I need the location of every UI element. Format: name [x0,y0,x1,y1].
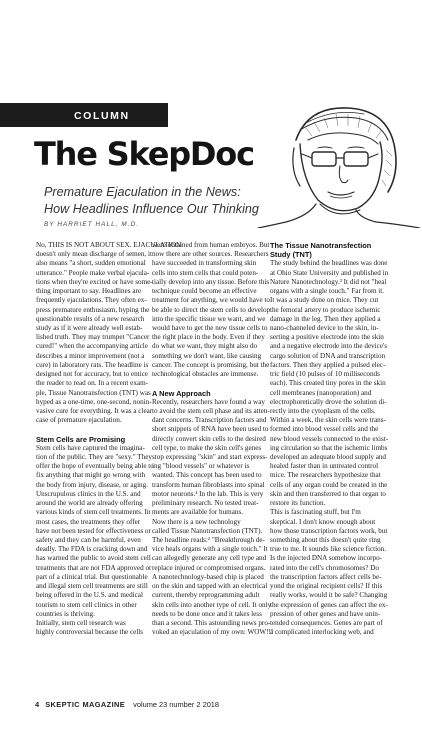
body-text-line: new blood vessels connected to the exist- [270,434,389,443]
body-text-line: the body from injury, disease, or aging. [36,480,148,489]
body-text-line: current, thereby reprogramming adult [152,591,260,600]
body-text-line: have succeeded in transforming skin [152,259,257,268]
body-text-line: to avoid the stem cell phase and its atten- [152,406,270,415]
body-text-line: Now there is a new technology [152,517,241,526]
body-text-line: Within a week, the skin cells were trans- [270,416,386,425]
body-text-line: stop expressing "skin" and start express- [152,453,268,462]
body-text-line: Initially, stem cell research was [36,618,126,627]
body-text-line: were obtained from human embryos. But [152,241,270,249]
body-text-line: be able to direct the stem cells to develop [152,305,271,314]
body-text-line: preliminary research. No tested treat- [152,499,259,508]
body-text-line: safety and they can be harmful, even [36,536,141,544]
body-text-line: directly convert skin cells to the desired [152,434,266,443]
body-text-line: called Tissue Nanotransfection (TNT). [152,526,263,535]
body-text-line: also means "a short, sudden emotional [36,259,146,268]
byline: BY HARRIET HALL, M.D. [44,221,140,228]
body-text-line: healed faster than in untreated control [270,462,379,471]
body-text-line: The headline reads:² "Breakthrough de- [152,536,265,544]
body-text-line: tended consequences. Genes are part of [270,618,383,627]
body-text-line: fix anything that might go wrong with [36,471,146,480]
body-text-line: would have to get the new tissue cells to [152,323,268,332]
body-text-line: dant concerns. Transcription factors and [152,416,267,425]
body-text-line: needs to be done once and it takes less [152,609,262,618]
body-text-line: damage in the leg. Then they applied a [270,314,381,323]
body-text-line: designed not for accuracy, but to entice [36,370,148,379]
body-text-line: formed into blood vessel cells and the [270,425,379,434]
body-text-line: ing circulation so that the ischemic limbs [270,443,388,452]
body-text-line: the transcription factors affect cells be- [270,572,382,581]
body-text-line: hyped as a one-time, one-second, nonin- [36,397,152,406]
article-subtitle [44,184,274,218]
body-text-line: Recently, researchers have found a way [152,397,265,406]
body-text-line: ing "blood vessels" or whatever is [152,462,250,471]
body-text-line: short snippets of RNA have been used to [152,425,269,434]
body-text-line: on the skin and tapped with an electrical [152,582,268,591]
body-text-line: mice. The researchers hypothesize that [270,471,381,480]
body-text-line: developed an adequate blood supply and [270,453,387,462]
body-text-line: technique could become an effective [152,287,257,296]
body-text-line: deadly. The FDA is cracking down and [36,545,148,554]
body-text-line: vasive cure for everything. It was a clear [36,406,153,415]
body-text-line: electrophoretically drove the solution di- [270,397,387,406]
body-text-line: Is the injected DNA somehow incorpo- [270,554,383,563]
body-text-line: No, THIS IS NOT ABOUT SEX. EJACULATION [36,241,182,249]
body-text-line: do what we want, they might also do [152,342,258,351]
page-footer [35,700,219,709]
body-text-line: tourism to stem cell clinics in other [36,600,137,609]
article-column-3 [270,241,388,637]
column-label: COLUMN [74,110,130,122]
body-text-line: the reader to read on. In a recent exam- [36,379,149,388]
body-text-line: treatment for anything, we would have to [152,296,270,305]
body-text-line: yond the original recipient cells? If this [270,582,383,591]
author-portrait-sketch [256,100,420,228]
body-text-line: motor neurons.¹ In the lab. This is very [152,489,264,498]
section-heading: Study (TNT) [270,250,312,260]
body-text-line: pression of other genes and have unin- [270,609,381,618]
body-text-line: cell membranes (nanoporation) and [270,388,372,397]
body-text-line: Unscrupulous clinics in the U.S. and [36,489,141,498]
body-text-line: the femoral artery to produce ischemic [270,305,381,314]
body-text-line: Nature Nanotechnology.³ It did not "heal [270,277,387,286]
body-text-line: how those transcription factors work, but [270,526,388,535]
body-text-line: true to me. It sounds like science fiction. [270,545,387,554]
body-text-line: skeptical. I don't know enough about [270,517,376,526]
body-text-line: cargo solution of DNA and transcription [270,351,386,360]
body-text-line: replace injured or compromised organs. [152,563,266,572]
body-text-line: nano-channeled device to the skin, in- [270,323,379,332]
magazine-name: SKEPTIC MAGAZINE [45,700,126,709]
body-text-line: technological obstacles are immense. [152,370,259,379]
body-text-line: can allegedly generate any cell type and [152,554,267,563]
body-text-line: now there are other sources. Researchers [152,250,269,259]
body-text-line: cancer. The concept is promising, but the [152,360,270,369]
body-text-line: something we don't want, like causing [152,351,262,360]
body-text-line: has warned the public to avoid stem cell [36,554,151,563]
body-text-line: being offered in the U.S. and medical [36,591,143,600]
body-text-line: something about this doesn't quite ring [270,536,381,544]
body-text-line: into the specific tissue we want, and we [152,314,266,323]
body-text-line: highly controversial because the cells [36,628,144,637]
body-text-line: rated into the cell's chromosomes? Do [270,563,379,572]
body-text-line: organs with a single touch." Far from it. [270,287,385,296]
body-text-line: and illegal stem cell treatments are still [36,582,148,591]
body-text-line: It was a study done on mice. They cut [270,296,379,305]
body-text-line: skin and then transferred to that organ to [270,489,386,498]
body-text-line: the expression of genes can affect the ex- [270,600,388,609]
body-text-line: rectly into the cytoplasm of the cells. [270,406,376,415]
issue-info: volume 23 number 2 2018 [133,700,220,709]
page-title: The SkepDoc [34,135,254,173]
article-column-2 [152,241,273,637]
body-text-line: cells into stem cells that could poten- [152,268,259,277]
body-text-line: Stem cells have captured the imagina- [36,443,145,452]
body-text-line: frequently ejaculations. They often ex- [36,296,147,305]
body-text-line: press premature enthusiasm, hyping the [36,305,150,314]
body-text-line: tions when they're excited or have some- [36,277,153,286]
body-text-line: at Ohio State University and published in [270,268,389,277]
body-text-line: questionable results of a new research [36,314,145,323]
subtitle-line: How Headlines Influence Our Thinking [44,202,259,216]
body-text-line: really works, would it be safe? Changing [270,591,388,600]
body-text-line: treatments that are not FDA approved or [36,563,152,572]
body-text-line: each). This created tiny pores in the skin [270,379,386,388]
body-text-line: cell type, to make the skin cell's genes [152,443,262,452]
body-text-line: the right place in the body. Even if they [152,333,265,342]
body-text-line: around the world are already offering [36,499,143,508]
body-text-line: countries is thriving. [36,609,95,618]
body-text-line: than a second. This astounding news pro- [152,618,271,627]
body-text-line: various kinds of stem cell treatments. In [36,508,151,517]
body-text-line: part of a clinical trial. But questionable [36,572,148,581]
body-text-line: have not been tested for effectiveness or [36,526,151,535]
body-text-line: transform human fibroblasts into spinal [152,480,265,489]
body-text-line: serting a positive electrode into the skin [270,333,384,342]
body-text-line: A nanotechnology-based chip is placed [152,572,264,581]
body-text-line: and a negative electrode into the device's [270,342,388,351]
body-text-line: cells of any organ could be created in the [270,480,388,489]
page-number: 4 [35,700,40,709]
body-text-line: restore its function. [270,499,326,508]
paragraph-spacer [152,379,273,388]
body-text-line: utterance." People make verbal ejacula- [36,268,150,277]
body-text-line: lished truth. They may trumpet "Cancer [36,333,150,342]
body-text-line: The study behind the headlines was done [270,259,388,268]
body-text-line: wanted. This concept has been used to [152,471,262,480]
subtitle-line: Premature Ejaculation in the News: [44,185,241,199]
body-text-line: ments are available for humans. [152,508,244,517]
body-text-line: tion of the public. They are "sexy." They [36,453,152,462]
section-heading: A New Approach [152,388,211,398]
body-text-line: vice heals organs with a single touch." It [152,545,268,554]
body-text-line: offer the hope of eventually being able to [36,462,154,471]
body-text-line: ple, Tissue Nanotransfection (TNT) was [36,388,151,397]
body-text-line: thing important to say. Headlines are [36,287,142,296]
body-text-line: describes a minor improvement (not a [36,351,145,360]
body-text-line: a complicated interlocking web, and [270,628,374,637]
body-text-line: tially develop into any tissue. Before this [152,277,270,286]
body-text-line: case of premature ejaculation. [36,416,122,425]
body-text-line: factors. Then they applied a pulsed elec- [270,360,386,369]
body-text-line: tric field (10 pulses of 10 milliseconds [270,370,380,379]
body-text-line: skin cells into another type of cell. It only [152,600,272,609]
body-text-line: doesn't only mean discharge of semen, it [36,250,152,259]
body-text-line: This is fascinating stuff, but I'm [270,508,361,517]
body-text-line: cure) in laboratory rats. The headline is [36,360,149,369]
body-text-line: study as if it were already well estab- [36,323,143,332]
body-text-line: cured!" when the accompanying article [36,342,148,351]
section-heading: Stem Cells are Promising [36,434,126,444]
body-text-line: most cases, the treatments they offer [36,517,141,526]
body-text-line: voked an ejaculation of my own: WOW!!! [152,628,274,637]
section-heading: The Tissue Nanotransfection [270,241,372,250]
